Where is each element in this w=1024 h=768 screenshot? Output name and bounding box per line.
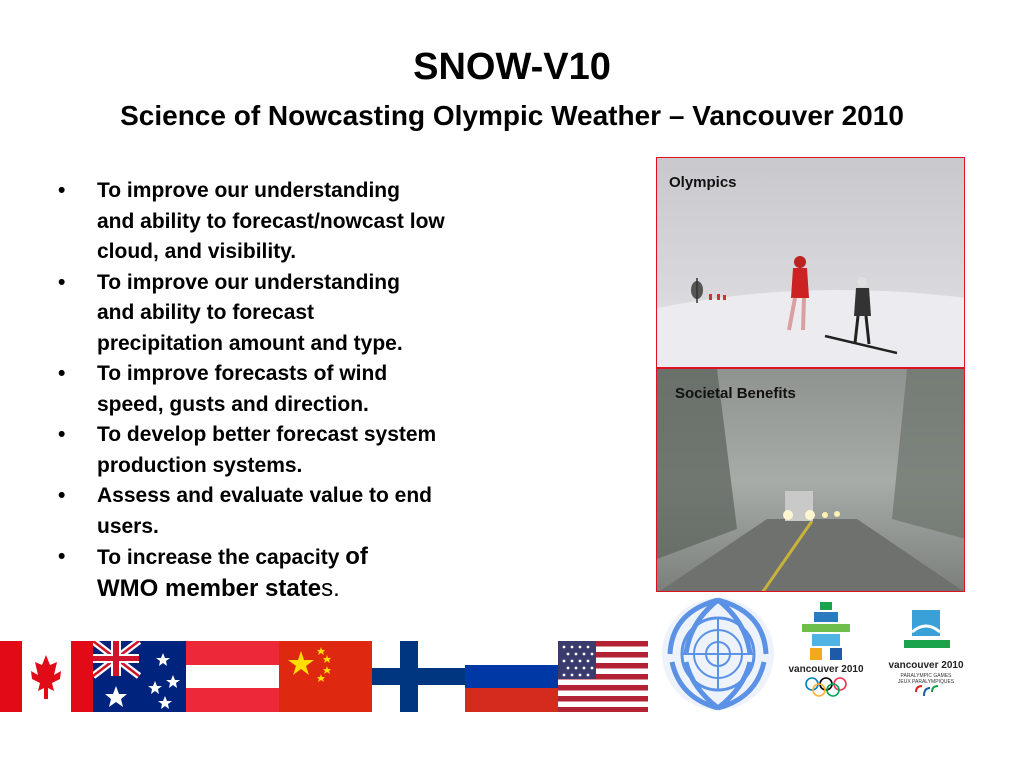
united-states-flag-icon <box>558 641 648 712</box>
societal-benefits-caption: Societal Benefits <box>675 385 796 402</box>
bullet-marker: • <box>58 423 66 446</box>
bullet-item: • To improve our understanding and ability to forecast/nowcast low cloud, and visibility. <box>58 176 528 268</box>
olympics-photo <box>656 157 965 368</box>
bullet-marker: • <box>58 484 66 507</box>
bullet-list <box>58 176 528 605</box>
slide-title: SNOW-V10 <box>413 46 611 88</box>
russia-flag-icon <box>465 641 558 712</box>
bullet-marker: • <box>58 362 66 385</box>
vancouver-wordmark: vancouver 2010 <box>788 664 864 675</box>
austria-flag-icon <box>186 641 279 712</box>
foggy-highway-image <box>657 369 965 592</box>
bullet-marker: • <box>58 179 66 202</box>
vancouver-2010-olympic-logo <box>788 602 863 696</box>
finland-flag-icon <box>372 641 465 712</box>
bullet-item: • To improve forecasts of wind speed, gusts and direction. <box>58 359 528 420</box>
bullet-marker: • <box>58 270 66 294</box>
logo-strip <box>650 592 1024 714</box>
australia-flag-icon <box>93 641 186 712</box>
logos-image <box>650 592 1024 714</box>
un-emblem-icon <box>662 598 774 710</box>
bullet-item: • To develop better forecast system production systems. <box>58 420 528 481</box>
slide-subtitle: Science of Nowcasting Olympic Weather – Vancouver 2010 <box>120 100 904 131</box>
svg-text:PARALYMPIC GAMES: PARALYMPIC GAMES <box>900 673 952 679</box>
vancouver-2010-paralympic-logo <box>888 610 963 696</box>
paralympic-wordmark: vancouver 2010 <box>888 660 964 671</box>
flag-banner <box>0 641 648 712</box>
bullet-item: • To improve our understanding and ability to forecast precipitation amount and type. <box>58 268 528 360</box>
bullet-item: • To increase the capacity of WMO member states. <box>58 543 368 602</box>
china-flag-icon <box>279 641 372 712</box>
societal-benefits-photo <box>656 368 965 592</box>
svg-text:JEUX PARALYMPIQUES: JEUX PARALYMPIQUES <box>897 679 955 685</box>
bullet-item: • Assess and evaluate value to end users. <box>58 481 528 542</box>
olympics-caption: Olympics <box>669 174 737 191</box>
canada-flag-icon <box>0 641 93 712</box>
bullet-marker: • <box>58 545 66 568</box>
